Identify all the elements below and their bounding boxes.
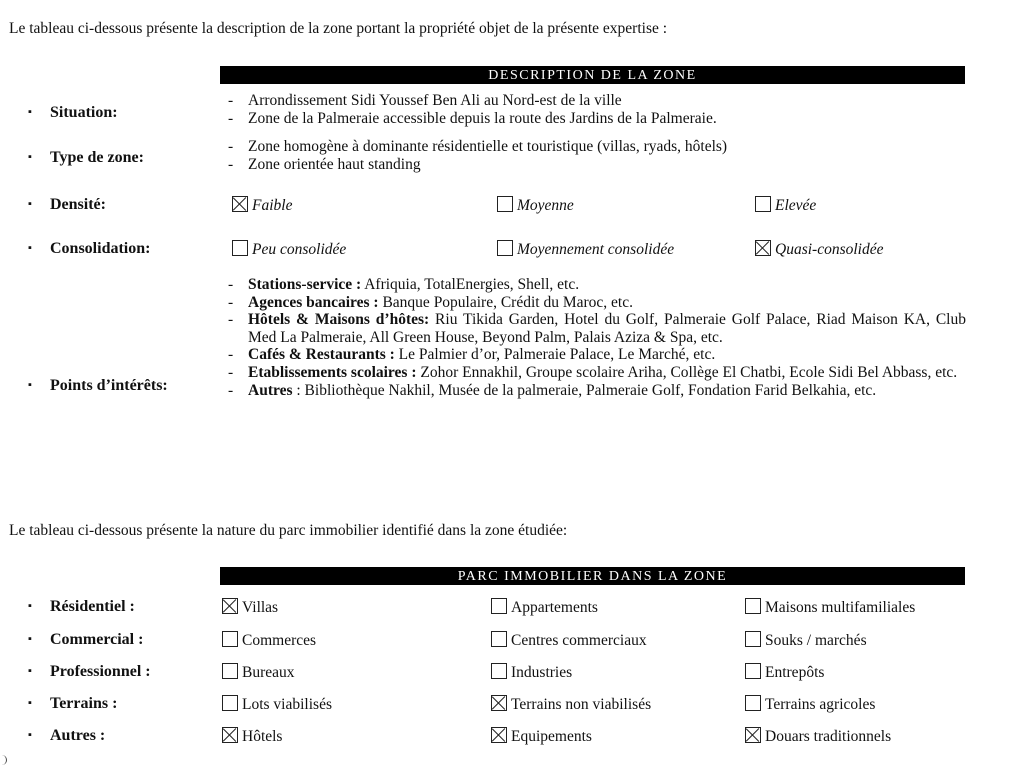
bullet-icon: ▪ bbox=[28, 633, 32, 645]
terrains-option-agricoles[interactable]: Terrains agricoles bbox=[745, 695, 875, 714]
situation-line: - Arrondissement Sidi Youssef Ben Ali au Nord-est de la ville bbox=[228, 92, 622, 109]
type-zone-line: - Zone homogène à dominante résidentielle et touristique (villas, ryads, hôtels) bbox=[228, 138, 728, 155]
commercial-option-commerces[interactable]: Commerces bbox=[222, 631, 316, 650]
bullet-icon: ▪ bbox=[28, 242, 32, 254]
bullet-icon: ▪ bbox=[28, 600, 32, 612]
checkbox-icon[interactable] bbox=[222, 663, 238, 679]
checked-checkbox-icon[interactable] bbox=[232, 196, 248, 212]
checkbox-icon[interactable] bbox=[497, 196, 513, 212]
checkbox-icon[interactable] bbox=[491, 598, 507, 614]
terrains-label: ▪ Terrains : bbox=[28, 695, 118, 712]
autres-option-equipements[interactable]: Equipements bbox=[491, 727, 592, 746]
checked-checkbox-icon[interactable] bbox=[755, 240, 771, 256]
page-edge-mark bbox=[0, 755, 7, 765]
autres-label: ▪ Autres : bbox=[28, 727, 106, 744]
checked-checkbox-icon[interactable] bbox=[222, 598, 238, 614]
bullet-icon: ▪ bbox=[28, 697, 32, 709]
checkbox-icon[interactable] bbox=[222, 695, 238, 711]
checkbox-icon[interactable] bbox=[497, 240, 513, 256]
professionnel-option-industries[interactable]: Industries bbox=[491, 663, 572, 682]
bullet-icon: ▪ bbox=[28, 106, 32, 118]
consolidation-option-peu[interactable]: Peu consolidée bbox=[232, 240, 346, 259]
checkbox-icon[interactable] bbox=[745, 598, 761, 614]
bullet-icon: ▪ bbox=[28, 665, 32, 677]
bullet-icon: ▪ bbox=[28, 151, 32, 163]
checkbox-icon[interactable] bbox=[745, 663, 761, 679]
situation-line: - Zone de la Palmeraie accessible depuis la route des Jardins de la Palmeraie. bbox=[228, 109, 717, 127]
points-interet-list bbox=[228, 276, 966, 399]
points-interet-label: ▪ Points d’intérêts: bbox=[28, 377, 168, 394]
checkbox-icon[interactable] bbox=[491, 631, 507, 647]
poi-item: - Agences bancaires : Banque Populaire, Crédit du Maroc, etc. bbox=[228, 293, 633, 311]
checked-checkbox-icon[interactable] bbox=[745, 727, 761, 743]
type-zone-label: ▪ Type de zone: bbox=[28, 149, 144, 166]
bullet-icon: ▪ bbox=[28, 379, 32, 391]
situation-lines bbox=[228, 92, 966, 127]
autres-option-hotels[interactable]: Hôtels bbox=[222, 727, 282, 746]
terrains-option-non-viabilises[interactable]: Terrains non viabilisés bbox=[491, 695, 651, 714]
terrains-option-lots[interactable]: Lots viabilisés bbox=[222, 695, 332, 714]
type-zone-lines bbox=[228, 138, 966, 173]
checked-checkbox-icon[interactable] bbox=[491, 727, 507, 743]
checkbox-icon[interactable] bbox=[222, 631, 238, 647]
professionnel-option-bureaux[interactable]: Bureaux bbox=[222, 663, 295, 682]
checkbox-icon[interactable] bbox=[745, 695, 761, 711]
checkbox-icon[interactable] bbox=[232, 240, 248, 256]
bullet-icon: ▪ bbox=[28, 729, 32, 741]
densite-option-moyenne[interactable]: Moyenne bbox=[497, 196, 574, 215]
consolidation-label: ▪ Consolidation: bbox=[28, 240, 151, 257]
poi-item: - Cafés & Restaurants : Le Palmier d’or, Palmeraie Palace, Le Marché, etc. bbox=[228, 346, 716, 364]
zone-description-header: DESCRIPTION DE LA ZONE bbox=[220, 66, 965, 84]
residentiel-option-appartements[interactable]: Appartements bbox=[491, 598, 598, 617]
checkbox-icon[interactable] bbox=[745, 631, 761, 647]
professionnel-option-entrepots[interactable]: Entrepôts bbox=[745, 663, 824, 682]
densite-option-faible[interactable]: Faible bbox=[232, 196, 292, 215]
residentiel-option-maisons[interactable]: Maisons multifamiliales bbox=[745, 598, 915, 617]
autres-option-douars[interactable]: Douars traditionnels bbox=[745, 727, 891, 746]
situation-label: ▪ Situation: bbox=[28, 104, 118, 121]
consolidation-option-quasi[interactable]: Quasi-consolidée bbox=[755, 240, 883, 259]
commercial-label: ▪ Commercial : bbox=[28, 631, 144, 648]
bullet-icon: ▪ bbox=[28, 198, 32, 210]
checked-checkbox-icon[interactable] bbox=[491, 695, 507, 711]
poi-item: - Etablissements scolaires : Zohor Ennakhil, Groupe scolaire Ariha, Collège El Chatbi, Ecole Sidi Bel Abbass, etc. bbox=[228, 363, 958, 381]
checkbox-icon[interactable] bbox=[491, 663, 507, 679]
poi-item: - Autres : Bibliothèque Nakhil, Musée de la palmeraie, Palmeraie Golf, Fondation Farid Belkahia, etc. bbox=[228, 381, 877, 399]
densite-option-elevee[interactable]: Elevée bbox=[755, 196, 816, 215]
poi-item: - Stations-service : Afriquia, TotalEnergies, Shell, etc. bbox=[228, 276, 580, 293]
residentiel-label: ▪ Résidentiel : bbox=[28, 598, 135, 615]
intro-zone-description: Le tableau ci-dessous présente la description de la zone portant la propriété objet de la présente expertise : bbox=[9, 20, 668, 37]
professionnel-label: ▪ Professionnel : bbox=[28, 663, 151, 680]
parc-immobilier-header: PARC IMMOBILIER DANS LA ZONE bbox=[220, 567, 965, 585]
poi-item: - Hôtels & Maisons d’hôtes: Riu Tikida Garden, Hotel du Golf, Palmeraie Golf Palace, Riad Maison KA, Club Med La Palmeraie, All Green House, Beyond Palm, Palais Aziza & Spa, etc. bbox=[228, 311, 966, 346]
densite-label: ▪ Densité: bbox=[28, 196, 106, 213]
checked-checkbox-icon[interactable] bbox=[222, 727, 238, 743]
residentiel-option-villas[interactable]: Villas bbox=[222, 598, 278, 617]
checkbox-icon[interactable] bbox=[755, 196, 771, 212]
type-zone-line: - Zone orientée haut standing bbox=[228, 155, 421, 173]
commercial-option-centres[interactable]: Centres commerciaux bbox=[491, 631, 647, 650]
intro-parc-immobilier: Le tableau ci-dessous présente la nature du parc immobilier identifié dans la zone étudiée: bbox=[9, 522, 568, 539]
consolidation-option-moyennement[interactable]: Moyennement consolidée bbox=[497, 240, 674, 259]
commercial-option-souks[interactable]: Souks / marchés bbox=[745, 631, 867, 650]
